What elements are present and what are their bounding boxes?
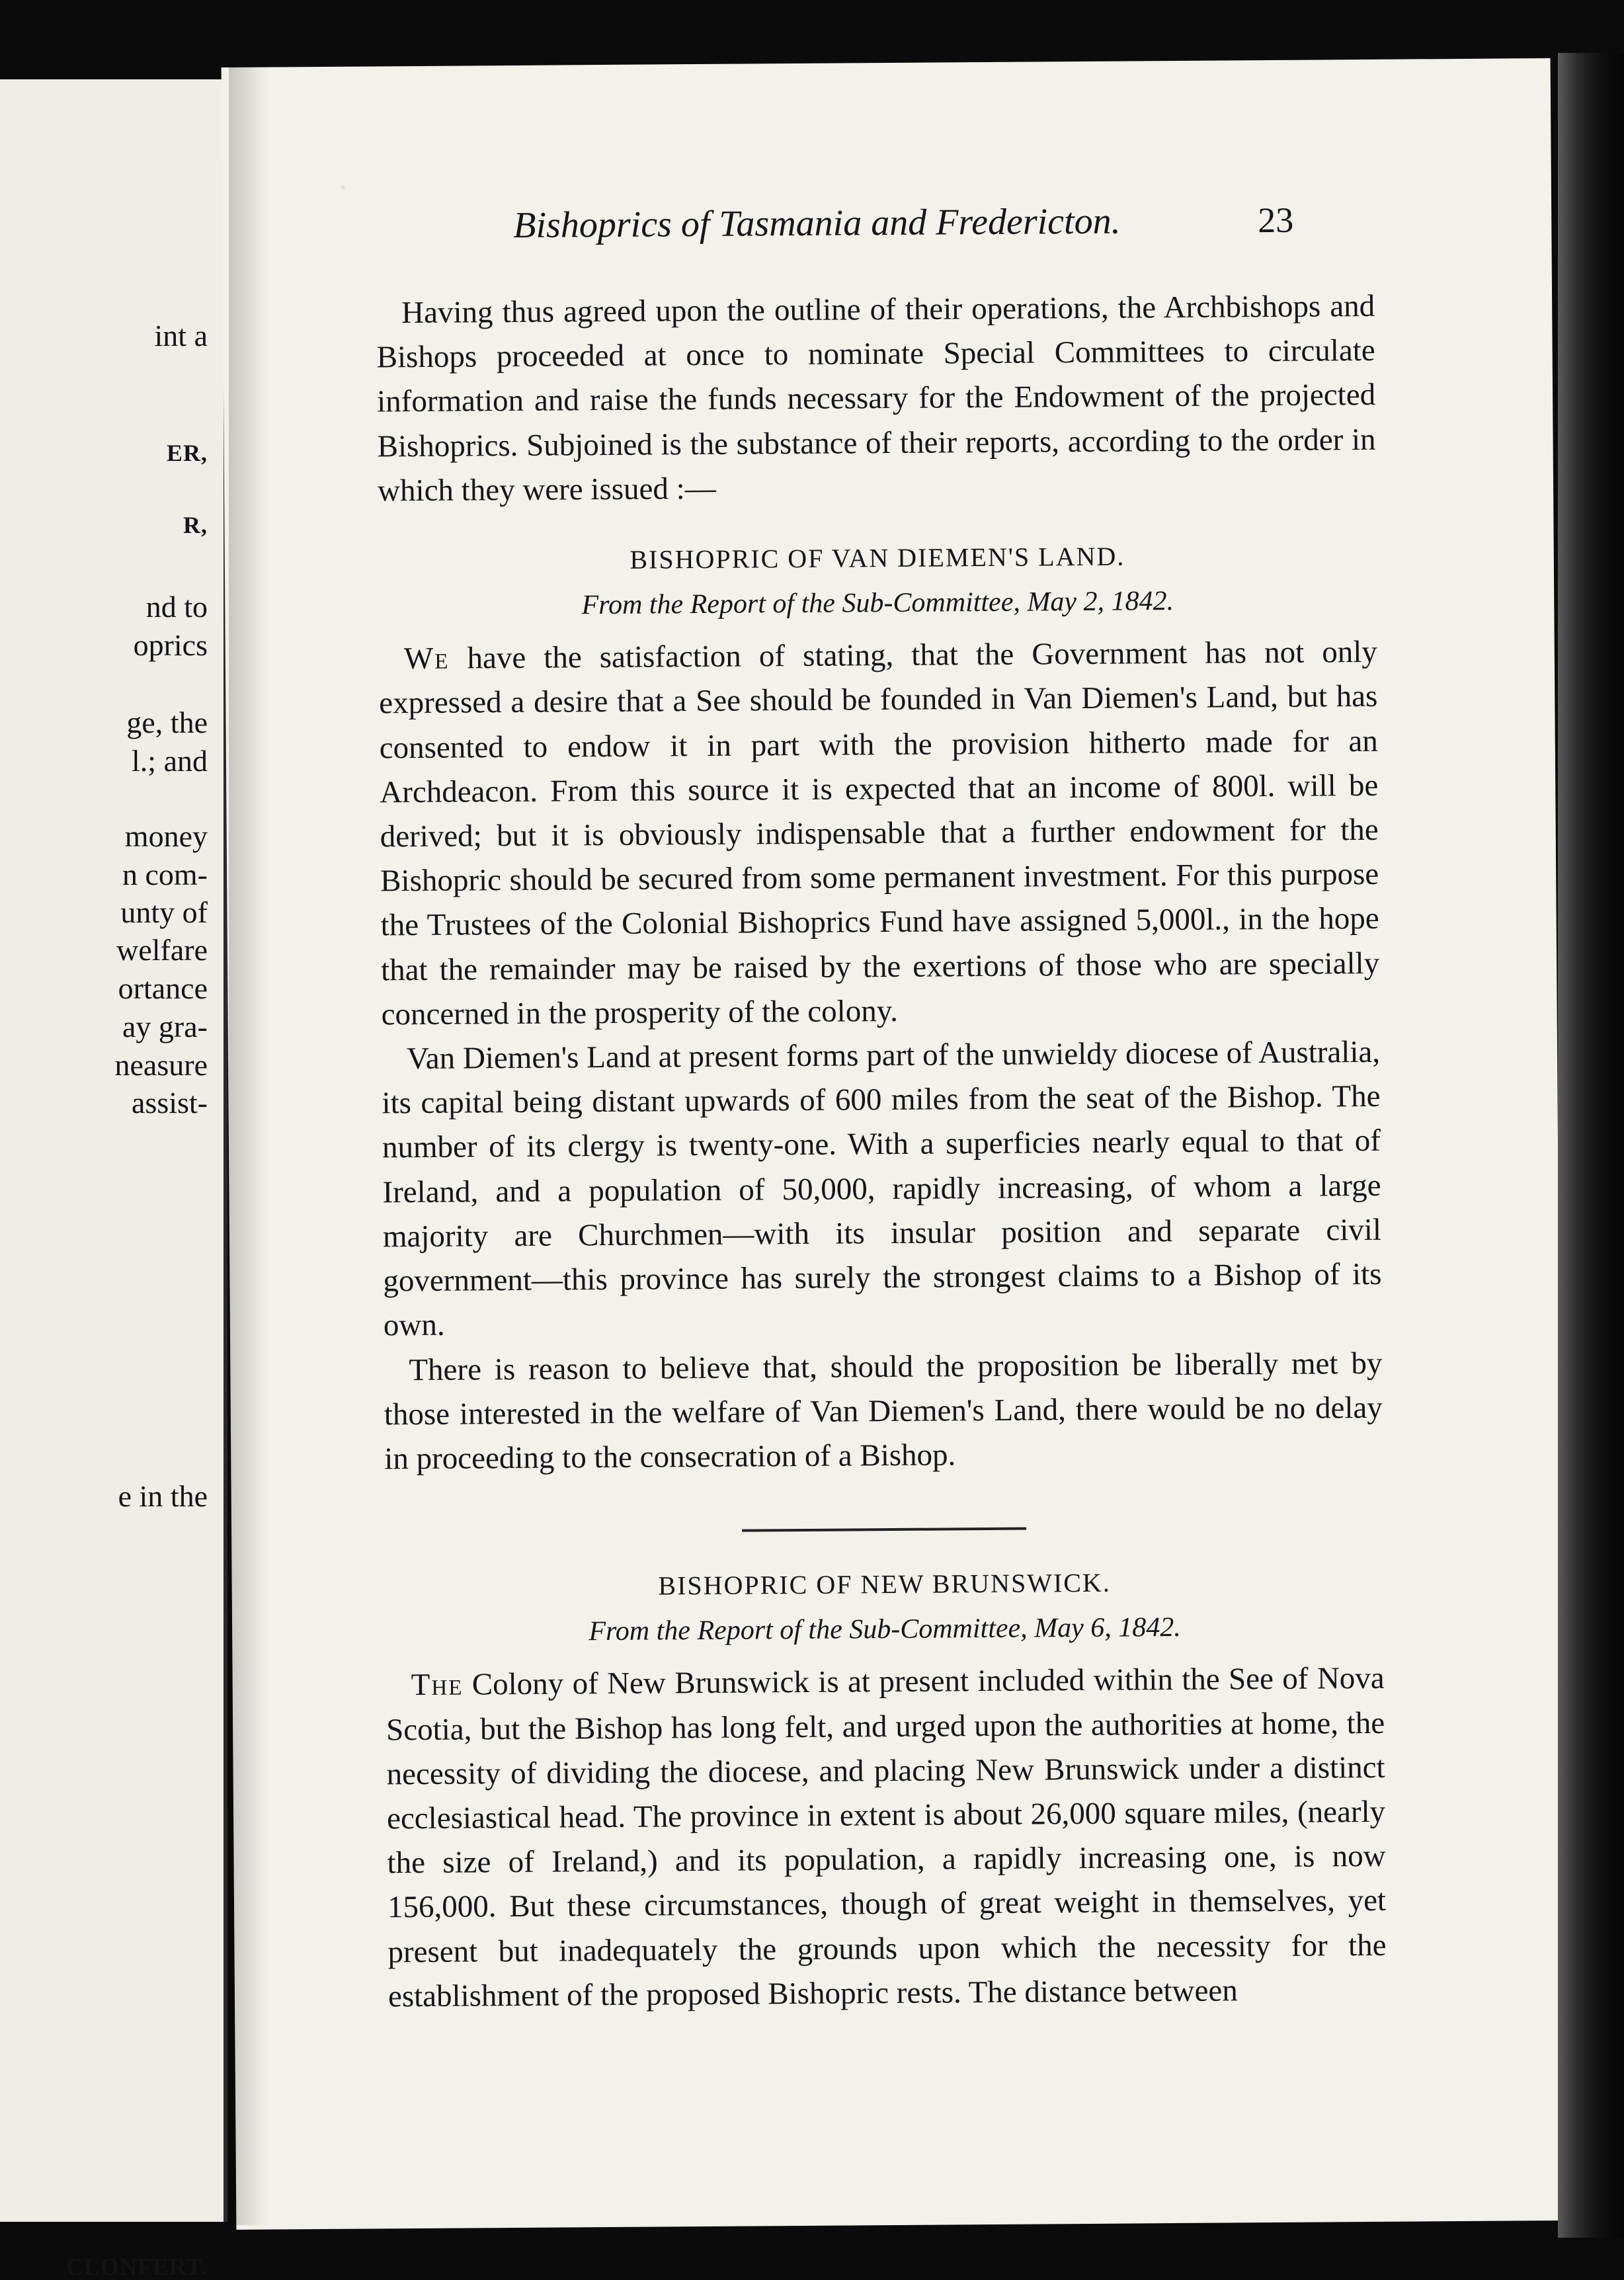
paragraph-body: Colony of New Brunswick is at present included within the See of Nova Scotia, but the Bishop has long felt, and urged upon the authorities at home, the necessity of dividing the diocese, and placing New Brunswick under a distinct ecclesiastical head. The province in extent is about 26,000 square miles, (nearly the size of Ireland,) and its population, a rapidly increasing one, is now 156,000. But these circumstances, though of great weight in themselves, yet present but inadequately the grounds upon which the necessity for the establishment of the proposed Bishopric rests. The distance between xyxy=(386,1661,1387,2014)
left-fragment: R, xyxy=(183,512,208,538)
section-divider-rule xyxy=(742,1527,1026,1532)
left-fragment: unty of xyxy=(120,895,208,929)
left-fragment: neasure xyxy=(114,1048,208,1082)
paragraph-lead-word: The xyxy=(411,1667,464,1703)
left-fragment: l.; and xyxy=(132,744,208,778)
paper-speck xyxy=(341,186,345,190)
van-diemen-paragraph-1 xyxy=(379,630,1380,1037)
left-fragment: money xyxy=(124,819,208,853)
left-fragment: assist- xyxy=(132,1086,208,1120)
left-fragment: ortance xyxy=(118,971,208,1005)
section-subheading-new-brunswick: From the Report of the Sub-Committee, May 6, 1842. xyxy=(589,1612,1181,1647)
section-subheading-van-diemen: From the Report of the Sub-Committee, May 2, 1842. xyxy=(581,586,1174,621)
left-fragment: int a xyxy=(154,319,208,352)
left-fragment: nd to xyxy=(145,590,208,624)
running-title: Bishoprics of Tasmania and Fredericton. xyxy=(513,200,1121,246)
left-fragment: CLONFERT. xyxy=(65,2254,208,2280)
left-fragment: ER, xyxy=(166,440,208,466)
paragraph-lead-word: We xyxy=(403,641,450,676)
main-text xyxy=(376,284,1387,2019)
book-page xyxy=(222,58,1566,2230)
left-fragment: ge, the xyxy=(126,706,208,739)
page-number: 23 xyxy=(1258,200,1294,241)
left-fragment: n com- xyxy=(122,858,208,891)
section-heading-van-diemen: BISHOPRIC OF VAN DIEMEN'S LAND. xyxy=(629,541,1125,575)
new-brunswick-paragraph-1 xyxy=(386,1656,1387,2019)
left-page xyxy=(0,79,227,2280)
intro-paragraph: Having thus agreed upon the outline of their operations, the Archbishops and Bishops proceeded at once to nominate Special Committees to circulate information and raise the funds necessary for the Endowment of the projected Bishoprics. Subjoined is the substance of their reports, according to the order in which they were issued :— xyxy=(376,288,1376,509)
van-diemen-paragraph-3: There is reason to believe that, should the proposition be liberally met by those interested in the welfare of Van Diemen's Land, there would be no delay in proceeding to the consecration of a Bishop. xyxy=(384,1346,1383,1477)
running-head xyxy=(288,199,1293,249)
left-fragment: e in the xyxy=(118,1479,208,1513)
section-heading-new-brunswick: BISHOPRIC OF NEW BRUNSWICK. xyxy=(658,1567,1112,1601)
paragraph-body: have the satisfaction of stating, that the Government has not only expressed a desire that a See should be founded in Van Diemen's Land, but has consented to endow it in part with the provision hitherto made for an Archdeacon. From this source it is expected that an income of 800l. will be derived; but it is obviously indispensable that a further endowment for the Bishopric should be secured from some permanent investment. For this purpose the Trustees of the Colonial Bishoprics Fund have assigned 5,000l., in the hope that the remainder may be raised by the exertions of those who are specially concerned in the prosperity of the colony. xyxy=(379,635,1380,1032)
left-fragment: oprics xyxy=(133,628,208,662)
van-diemen-paragraph-2: Van Diemen's Land at present forms part of the unwieldy diocese of Australia, its capital being distant upwards of 600 miles from the seat of the Bishop. The number of its clergy is twenty-one. With a superficies nearly equal to that of Ireland, and a population of 50,000, rapidly increasing, of whom a large majority are Churchmen—with its insular position and separate civil government—this province has surely the strongest claims to a Bishop of its own. xyxy=(382,1034,1382,1343)
left-fragment: ay gra- xyxy=(122,1010,208,1043)
left-fragment: welfare xyxy=(116,933,208,967)
book-edge xyxy=(1558,53,1624,2238)
